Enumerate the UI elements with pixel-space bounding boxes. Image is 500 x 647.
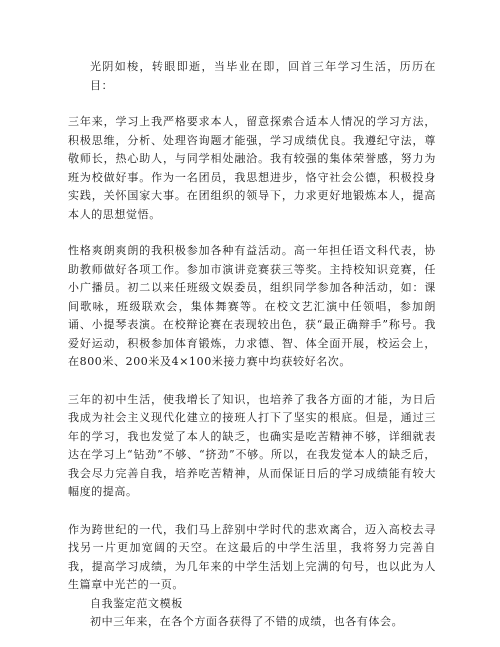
- activities-paragraph: 性格爽朗爽朗的我积极参加各种有益活动。高一年担任语文科代表，协助教师做好各项工作。参加市演讲竞赛获三等奖。主持校知识竞赛，任小广播员。初二以来任班级文娱委员，组织同学参加各种活动，如：课间歌咏，班级联欢会，集体舞赛等。在校文艺汇演中任领唱，参加朗诵、小提琴表演。在校辩论赛在表现较出色，获“最正确辩手”称号。我爱好运动，积极参加体育锻炼，力求德、智、体全面开展，校运会上，在800米、200米及4×100米接力赛中均获较好名次。: [68, 244, 436, 368]
- intro-paragraph: 光阴如梭，转眼即逝，当毕业在即，回首三年学习生活，历历在目：: [90, 60, 436, 92]
- reflection-paragraph: 三年的初中生活，使我增长了知识，也培养了我各方面的才能，为日后我成为社会主义现代化建立的接班人打下了坚实的根底。但是，通过三年的学习，我也发觉了本人的缺乏，也确实是吃苦精神不够，详细就表达在学习上“钻劲”不够、“挤劲”不够。所以，在我发觉本人的缺乏后，我会尽力完善自我，培养吃苦精神，从而保证日后的学习成绩能有较大幅度的提高。: [68, 392, 436, 498]
- template-first-line: 初中三年来，在各个方面各获得了不错的成绩，也各有体会。: [90, 615, 404, 628]
- future-paragraph: 作为跨世纪的一代，我们马上辞别中学时代的悲欢离合，迈入高校去寻找另一片更加宽阔的天空。在这最后的中学生活里，我将努力完善自我，提高学习成绩，为几年来的中学生活划上完满的句号，也以此为人生篇章中光芒的一页。: [68, 522, 436, 591]
- study-paragraph: 三年来，学习上我严格要求本人，留意探索合适本人情况的学习方法，积极思维，分析、处理咨询题才能强，学习成绩优良。我遵纪守法，尊敬师长，热心助人，与同学相处融洽。我有较强的集体荣誉感，努力为班为校做好事。作为一名团员，我思想进步，恪守社会公德，积极投身实践，关怀国家大事。在团组织的领导下，力求更好地锻炼本人，提高本人的思想觉悟。: [68, 115, 436, 221]
- template-heading: 自我鉴定范文模板: [90, 596, 183, 610]
- document-page: [68, 58, 436, 632]
